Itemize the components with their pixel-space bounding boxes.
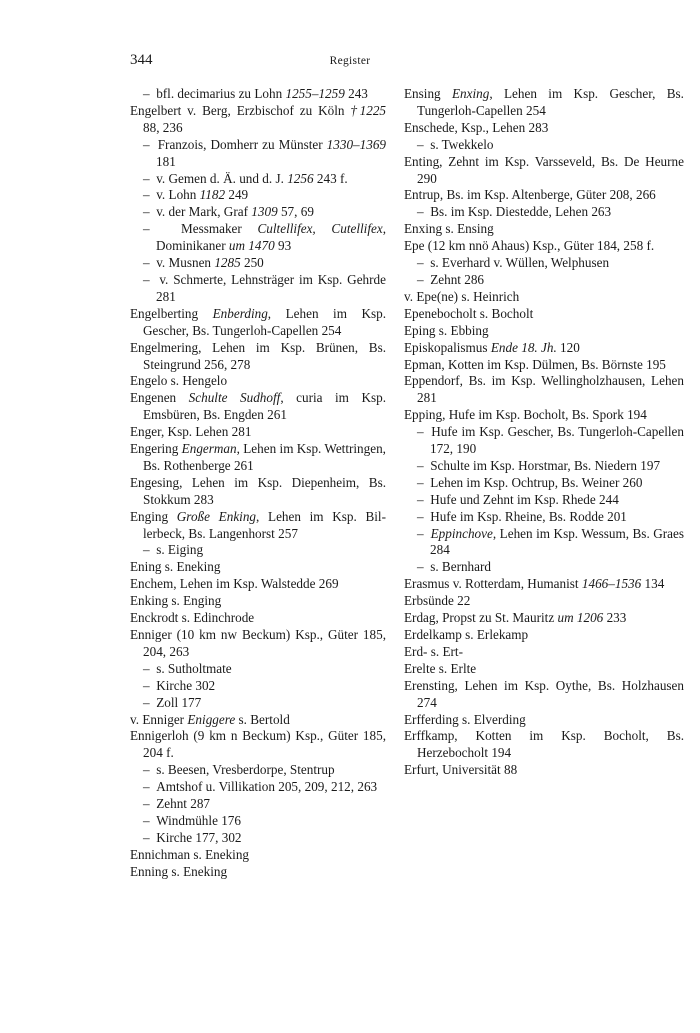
index-entry (404, 627, 684, 644)
index-subentry (404, 255, 684, 272)
entry-text: 233 (603, 610, 627, 626)
index-subentry (404, 492, 684, 509)
italic-text: 1466–1536 (581, 576, 642, 592)
subentry-dash: – (143, 812, 157, 828)
entry-text: v. Schmerte, Lehnsträger im Ksp. Gehrde 281 (156, 271, 386, 304)
entry-text: Enxing s. Ensing (404, 221, 494, 237)
subentry-dash: – (143, 170, 157, 186)
index-subentry (130, 678, 386, 695)
entry-text: Engelo s. Hengelo (130, 373, 228, 389)
entry-text: v. Musnen (156, 255, 215, 271)
entry-text: Eppendorf, Bs. im Ksp. Wellingholzhausen, Lehen 281 (404, 373, 684, 406)
index-subentry (130, 813, 386, 830)
entry-text: Zoll 177 (156, 694, 202, 710)
index-entry (130, 390, 386, 424)
subentry-dash: – (143, 86, 157, 101)
entry-text: Episkopalismus (404, 339, 491, 355)
index-entry (404, 762, 684, 779)
index-subentry (130, 272, 386, 306)
italic-text: um 1206 (557, 610, 604, 626)
subentry-dash: – (143, 136, 158, 152)
entry-text: 93 (274, 238, 292, 254)
entry-text: s. Everhard v. Wüllen, Welphusen (430, 255, 610, 271)
entry-text: 250 (240, 255, 264, 271)
entry-text: Epman, Kotten im Ksp. Dülmen, Bs. Börnste 195 (404, 356, 666, 372)
index-entry (404, 340, 684, 357)
index-entry (130, 441, 386, 475)
index-column-right (404, 86, 684, 779)
entry-text: Erdag, Propst zu St. Mauritz (404, 610, 558, 626)
italic-text: Schulte Sudhoff (188, 390, 281, 406)
entry-text: Eping s. Ebbing (404, 322, 489, 338)
entry-text: Hufe im Ksp. Rheine, Bs. Rodde 201 (430, 508, 627, 524)
index-subentry (130, 86, 386, 103)
entry-text: , Lehen im Ksp. Wettringen, Bs. Rothenberge 261 (143, 441, 386, 473)
italic-text: um 1470 (228, 238, 275, 254)
subentry-dash: – (143, 255, 157, 271)
index-entry (404, 120, 684, 137)
entry-text: Messmaker (181, 221, 258, 237)
entry-text: Franzois, Domherr zu Münster (157, 136, 327, 152)
index-entry (404, 576, 684, 593)
entry-text: Erbsünde 22 (404, 593, 471, 609)
entry-text: Epe (12 km nnö Ahaus) Ksp., Güter 184, 258 f. (404, 238, 655, 254)
index-subentry (130, 762, 386, 779)
index-subentry (130, 796, 386, 813)
entry-text: Kirche 177, 302 (156, 829, 242, 845)
italic-text: Große Enking (176, 508, 257, 524)
subentry-dash: – (143, 187, 157, 203)
entry-text: Kirche 302 (156, 677, 216, 693)
italic-text: Eppinchove (430, 525, 493, 541)
entry-text: 243 (344, 86, 368, 101)
italic-text: †1225 (350, 102, 387, 118)
italic-text: 1330–1369 (326, 136, 387, 152)
index-entry (130, 373, 386, 390)
entry-text: Engenen (130, 390, 189, 406)
index-subentry (404, 272, 684, 289)
entry-text: Ennichman s. Eneking (130, 846, 250, 862)
subentry-dash: – (143, 829, 157, 845)
index-entry (404, 238, 684, 255)
entry-text: , Lehen im Ksp. Gescher, Bs. Tungerloh-Capellen 254 (417, 86, 684, 118)
index-entry (404, 373, 684, 407)
index-subentry (404, 559, 684, 576)
index-subentry (130, 204, 386, 221)
index-subentry (130, 221, 386, 255)
entry-text: Erelte s. Erlte (404, 660, 477, 676)
index-subentry (404, 458, 684, 475)
entry-text: Ening s. Eneking (130, 559, 221, 575)
entry-text: Enckrodt s. Edinchrode (130, 610, 255, 626)
italic-text: 1285 (214, 255, 241, 271)
index-entry (404, 187, 684, 204)
subentry-dash: – (143, 660, 157, 676)
entry-text: Erensting, Lehen im Ksp. Oythe, Bs. Holzhausen 274 (404, 677, 684, 710)
index-subentry (404, 137, 684, 154)
subentry-dash: – (417, 271, 431, 287)
subentry-dash: – (143, 221, 181, 237)
entry-text: Erdelkamp s. Erlekamp (404, 627, 529, 642)
entry-text: Engelbert v. Berg, Erzbischof zu Köln (130, 102, 351, 118)
entry-text: Epenebocholt s. Bocholt (404, 305, 534, 321)
italic-text: Enberding (212, 305, 268, 321)
index-column-left (130, 86, 386, 881)
entry-text: 134 (641, 576, 665, 592)
subentry-dash: – (143, 542, 157, 558)
subentry-dash: – (143, 796, 157, 812)
entry-text: s. Beesen, Vresberdorpe, Stentrup (156, 762, 335, 778)
index-entry (130, 576, 386, 593)
entry-text: Hufe im Ksp. Gescher, Bs. Tungerloh-Capellen 172, 190 (430, 424, 684, 457)
subentry-dash: – (417, 559, 431, 575)
subentry-dash: – (417, 136, 431, 152)
entry-text: v. Enniger (130, 711, 188, 727)
entry-text: Lehen im Ksp. Ochtrup, Bs. Weiner 260 (430, 474, 643, 490)
subentry-dash: – (417, 491, 431, 507)
entry-text: Enking s. Enging (130, 593, 222, 609)
index-entry (404, 306, 684, 323)
index-subentry (130, 695, 386, 712)
index-entry (404, 221, 684, 238)
index-subentry (404, 475, 684, 492)
subentry-dash: – (143, 762, 157, 778)
entry-text: Enger, Ksp. Lehen 281 (130, 424, 252, 440)
index-entry (404, 661, 684, 678)
italic-text: 1182 (199, 187, 226, 203)
index-entry (404, 712, 684, 729)
index-entry (404, 593, 684, 610)
entry-text: 120 (556, 339, 580, 355)
entry-text: Engelberting (130, 305, 213, 321)
index-entry (130, 627, 386, 661)
index-subentry (130, 171, 386, 188)
entry-text: Enschede, Ksp., Lehen 283 (404, 119, 549, 135)
entry-text: Enniger (10 km nw Beckum) Ksp., Güter 185, 204, 263 (130, 627, 386, 659)
entry-text: Ennigerloh (9 km n Beckum) Ksp., Güter 185, 204 f. (130, 728, 386, 761)
index-entry (130, 424, 386, 441)
entry-text: s. Bernhard (430, 559, 491, 575)
entry-text: Erffkamp, Kotten im Ksp. Bocholt, Bs. Herzebocholt 194 (404, 728, 684, 761)
entry-text: Engering (130, 441, 182, 457)
entry-text: Enting, Zehnt im Ksp. Varsseveld, Bs. De Heurne 290 (404, 153, 684, 186)
entry-text: , Dominikaner (156, 221, 386, 254)
entry-text: s. Twekkelo (430, 136, 494, 152)
entry-text: , Lehen im Ksp. Billerbeck, Bs. Langenhorst 257 (143, 508, 386, 541)
index-entry (130, 593, 386, 610)
italic-text: Enxing (451, 86, 490, 101)
index-subentry (130, 779, 386, 796)
index-subentry (404, 204, 684, 221)
index-entry (130, 712, 386, 729)
index-entry (404, 644, 684, 661)
index-entry (130, 306, 386, 340)
subentry-dash: – (417, 474, 431, 490)
entry-text: Engesing, Lehen im Ksp. Diepenheim, Bs. Stokkum 283 (130, 474, 386, 507)
index-subentry (404, 424, 684, 458)
italic-text: 1256 (287, 170, 314, 186)
index-subentry (130, 255, 386, 272)
italic-text: Engerman (181, 441, 237, 457)
subentry-dash: – (417, 204, 431, 220)
index-subentry (130, 137, 386, 171)
italic-text: 1255–1259 (285, 86, 345, 101)
subentry-dash: – (417, 255, 431, 271)
index-entry (130, 864, 386, 881)
index-subentry (404, 509, 684, 526)
entry-text: 88, 236 (143, 119, 183, 135)
italic-text: Cultellifex, Cutellifex (257, 221, 383, 237)
index-entry (130, 728, 386, 762)
subentry-dash: – (143, 779, 157, 795)
entry-text: Enging (130, 508, 177, 524)
index-subentry (130, 661, 386, 678)
index-entry (130, 559, 386, 576)
subentry-dash: – (417, 508, 431, 524)
index-entry (130, 103, 386, 137)
entry-text: bfl. decimarius zu Lohn (156, 86, 286, 101)
entry-text: Erfurt, Universität 88 (404, 762, 518, 778)
page-number: 344 (130, 52, 153, 68)
index-entry (404, 610, 684, 627)
index-entry (404, 323, 684, 340)
entry-text: Zehnt 286 (430, 271, 485, 287)
entry-text: , curia im Ksp. Emsbüren, Bs. Engden 261 (143, 390, 386, 423)
subentry-dash: – (143, 694, 157, 710)
index-entry (130, 340, 386, 374)
italic-text: Eniggere (187, 711, 236, 727)
entry-text: Zehnt 287 (156, 796, 211, 812)
index-entry (404, 357, 684, 374)
subentry-dash: – (417, 424, 432, 440)
index-entry (404, 289, 684, 306)
index-entry (404, 728, 684, 762)
entry-text: s. Bertold (235, 711, 290, 727)
index-entry (130, 610, 386, 627)
entry-text: Ensing (404, 86, 452, 101)
index-entry (404, 678, 684, 712)
index-entry (404, 154, 684, 188)
subentry-dash: – (143, 677, 157, 693)
entry-text: Windmühle 176 (156, 812, 241, 828)
index-entry (130, 475, 386, 509)
entry-text: Entrup, Bs. im Ksp. Altenberge, Güter 208, 266 (404, 187, 656, 203)
subentry-dash: – (417, 457, 431, 473)
entry-text: s. Sutholtmate (156, 660, 232, 676)
entry-text: Amtshof u. Villikation 205, 209, 212, 263 (156, 779, 378, 795)
italic-text: Ende 18. Jh. (490, 339, 557, 355)
entry-text: Erasmus v. Rotterdam, Humanist (404, 576, 582, 592)
subentry-dash: – (417, 525, 431, 541)
entry-text: Epping, Hufe im Ksp. Bocholt, Bs. Spork 194 (404, 407, 647, 423)
entry-text: v. Lohn (156, 187, 200, 203)
subentry-dash: – (143, 271, 160, 287)
index-subentry (130, 830, 386, 847)
entry-text: v. der Mark, Graf (156, 204, 252, 220)
entry-text: 243 f. (313, 170, 348, 186)
entry-text: Hufe und Zehnt im Ksp. Rhede 244 (430, 491, 619, 507)
entry-text: 249 (225, 187, 249, 203)
entry-text: Enning s. Eneking (130, 863, 228, 879)
entry-text: Engelmering, Lehen im Ksp. Brünen, Bs. Steingrund 256, 278 (130, 339, 386, 372)
index-subentry (130, 187, 386, 204)
entry-text: v. Gemen d. Ä. und d. J. (156, 170, 288, 186)
entry-text: , Lehen im Ksp. Gescher, Bs. Tungerloh-Capellen 254 (143, 305, 386, 338)
italic-text: 1309 (251, 204, 278, 220)
entry-text: 57, 69 (277, 204, 314, 220)
entry-text: Erd- s. Ert- (404, 643, 463, 659)
subentry-dash: – (143, 204, 157, 220)
entry-text: Schulte im Ksp. Horstmar, Bs. Niedern 197 (430, 457, 661, 473)
entry-text: s. Eiging (156, 542, 204, 558)
running-head: Register (329, 55, 371, 67)
entry-text: Enchem, Lehen im Ksp. Walstedde 269 (130, 576, 339, 592)
entry-text: 181 (156, 153, 176, 169)
entry-text: , Lehen im Ksp. Wessum, Bs. Graes 284 (430, 525, 684, 558)
index-entry (130, 509, 386, 543)
index-entry (130, 847, 386, 864)
index-entry (404, 86, 684, 120)
index-subentry (404, 526, 684, 560)
entry-text: v. Epe(ne) s. Heinrich (404, 288, 520, 304)
index-entry (404, 407, 684, 424)
entry-text: Erfferding s. Elverding (404, 711, 526, 727)
entry-text: Bs. im Ksp. Diestedde, Lehen 263 (430, 204, 612, 220)
index-subentry (130, 542, 386, 559)
